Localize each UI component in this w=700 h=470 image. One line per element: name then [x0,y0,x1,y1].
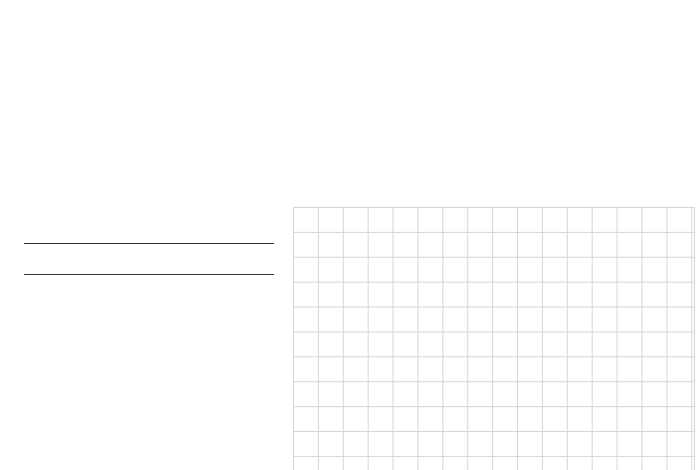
table-rule [24,243,274,244]
grid-paper [293,207,695,470]
table-rule [24,274,274,275]
table-15-1-image [24,230,274,468]
